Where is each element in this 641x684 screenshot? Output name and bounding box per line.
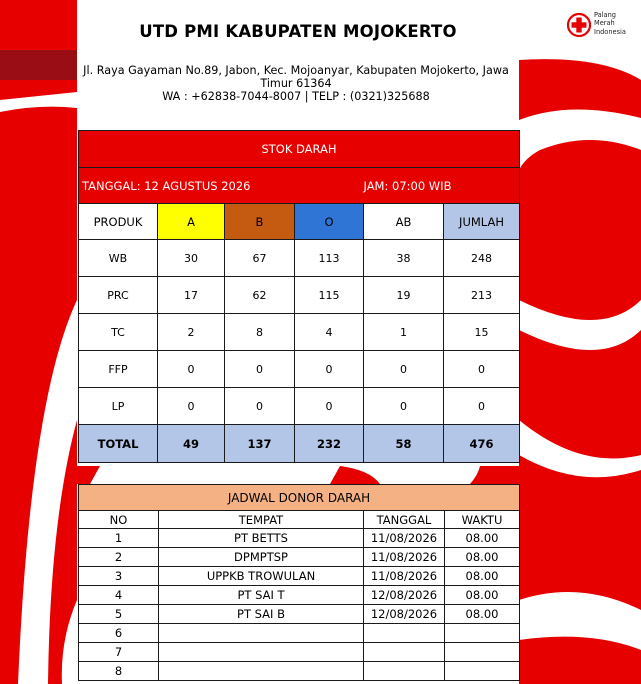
- schedule-place: DPMPTSP: [159, 548, 364, 567]
- schedule-time: 08.00: [445, 529, 520, 548]
- col-header-no: NO: [79, 511, 159, 529]
- col-header-ab: AB: [364, 204, 444, 240]
- contact-text: WA : +62838-7044-8007 | TELP : (0321)325688: [162, 90, 430, 103]
- total-jumlah: 476: [444, 425, 520, 463]
- table-row: [79, 567, 520, 586]
- col-header-a: A: [158, 204, 225, 240]
- schedule-date: 11/08/2026: [364, 567, 445, 586]
- logo-text-line-2: Merah: [594, 19, 615, 28]
- col-header-jumlah: JUMLAH: [444, 204, 520, 240]
- product-name: WB: [79, 240, 158, 277]
- product-name: FFP: [79, 351, 158, 388]
- stock-a: 0: [158, 388, 225, 425]
- stock-o: 0: [295, 388, 364, 425]
- stock-date: TANGGAL: 12 AGUSTUS 2026: [79, 168, 364, 204]
- stock-b: 67: [225, 240, 295, 277]
- pmi-logo: [567, 11, 631, 41]
- stock-o: 0: [295, 351, 364, 388]
- stock-time: JAM: 07:00 WIB: [364, 168, 520, 204]
- stock-a: 17: [158, 277, 225, 314]
- stock-b: 8: [225, 314, 295, 351]
- total-a: 49: [158, 425, 225, 463]
- schedule-time: 08.00: [445, 567, 520, 586]
- stock-jumlah: 213: [444, 277, 520, 314]
- table-row: [79, 662, 520, 681]
- total-o: 232: [295, 425, 364, 463]
- col-header-b: B: [225, 204, 295, 240]
- col-header-waktu: WAKTU: [445, 511, 520, 529]
- schedule-place: PT BETTS: [159, 529, 364, 548]
- schedule-place: PT SAI B: [159, 605, 364, 624]
- stock-jumlah: 0: [444, 351, 520, 388]
- stock-jumlah: 15: [444, 314, 520, 351]
- stock-jumlah: 248: [444, 240, 520, 277]
- schedule-no: 5: [79, 605, 159, 624]
- schedule-no: 4: [79, 586, 159, 605]
- schedule-date: 11/08/2026: [364, 529, 445, 548]
- table-row: [79, 586, 520, 605]
- donor-schedule-table: [78, 484, 520, 681]
- stock-b: 62: [225, 277, 295, 314]
- stock-a: 0: [158, 351, 225, 388]
- stock-ab: 0: [364, 388, 444, 425]
- product-name: PRC: [79, 277, 158, 314]
- schedule-place: UPPKB TROWULAN: [159, 567, 364, 586]
- table-row: [79, 548, 520, 567]
- schedule-place: [159, 643, 364, 662]
- table-row: [79, 605, 520, 624]
- logo-text-line-3: Indonesia: [594, 27, 626, 36]
- schedule-no: 8: [79, 662, 159, 681]
- schedule-date: [364, 624, 445, 643]
- table-row: [79, 277, 520, 314]
- address-text: Jl. Raya Gayaman No.89, Jabon, Kec. Mojoanyar, Kabupaten Mojokerto, Jawa Timur 61364: [83, 64, 509, 90]
- stock-b: 0: [225, 351, 295, 388]
- schedule-time: 08.00: [445, 586, 520, 605]
- table-row: [79, 529, 520, 548]
- stock-ab: 1: [364, 314, 444, 351]
- product-name: LP: [79, 388, 158, 425]
- col-header-o: O: [295, 204, 364, 240]
- schedule-place: PT SAI T: [159, 586, 364, 605]
- stock-jumlah: 0: [444, 388, 520, 425]
- table-row: [79, 388, 520, 425]
- schedule-time: [445, 624, 520, 643]
- stock-header-row: [79, 204, 520, 240]
- schedule-no: 1: [79, 529, 159, 548]
- schedule-date: 11/08/2026: [364, 548, 445, 567]
- stock-o: 115: [295, 277, 364, 314]
- stock-ab: 38: [364, 240, 444, 277]
- col-header-tanggal: TANGGAL: [364, 511, 445, 529]
- table-row: [79, 643, 520, 662]
- stock-o: 4: [295, 314, 364, 351]
- schedule-no: 6: [79, 624, 159, 643]
- table-row: [79, 624, 520, 643]
- table-row: [79, 240, 520, 277]
- schedule-place: [159, 662, 364, 681]
- schedule-no: 2: [79, 548, 159, 567]
- table-row: [79, 351, 520, 388]
- total-label: TOTAL: [79, 425, 158, 463]
- schedule-date: 12/08/2026: [364, 605, 445, 624]
- logo-text-line-1: Palang: [594, 11, 616, 19]
- stock-title: STOK DARAH: [79, 131, 520, 168]
- total-b: 137: [225, 425, 295, 463]
- schedule-date: 12/08/2026: [364, 586, 445, 605]
- blood-stock-table: [78, 130, 520, 463]
- schedule-date: [364, 662, 445, 681]
- stock-ab: 19: [364, 277, 444, 314]
- schedule-time: [445, 662, 520, 681]
- table-row: [79, 314, 520, 351]
- page-title: UTD PMI KABUPATEN MOJOKERTO: [139, 22, 457, 41]
- schedule-title: JADWAL DONOR DARAH: [79, 485, 520, 511]
- schedule-time: 08.00: [445, 548, 520, 567]
- stock-b: 0: [225, 388, 295, 425]
- schedule-time: 08.00: [445, 605, 520, 624]
- schedule-date: [364, 643, 445, 662]
- schedule-time: [445, 643, 520, 662]
- schedule-no: 7: [79, 643, 159, 662]
- address-block: [80, 64, 512, 103]
- col-header-tempat: TEMPAT: [159, 511, 364, 529]
- schedule-no: 3: [79, 567, 159, 586]
- stock-a: 30: [158, 240, 225, 277]
- red-cross-icon: [567, 13, 591, 37]
- stock-o: 113: [295, 240, 364, 277]
- total-row: [79, 425, 520, 463]
- col-header-produk: PRODUK: [79, 204, 158, 240]
- stock-ab: 0: [364, 351, 444, 388]
- total-ab: 58: [364, 425, 444, 463]
- stock-a: 2: [158, 314, 225, 351]
- product-name: TC: [79, 314, 158, 351]
- schedule-header-row: [79, 511, 520, 529]
- schedule-place: [159, 624, 364, 643]
